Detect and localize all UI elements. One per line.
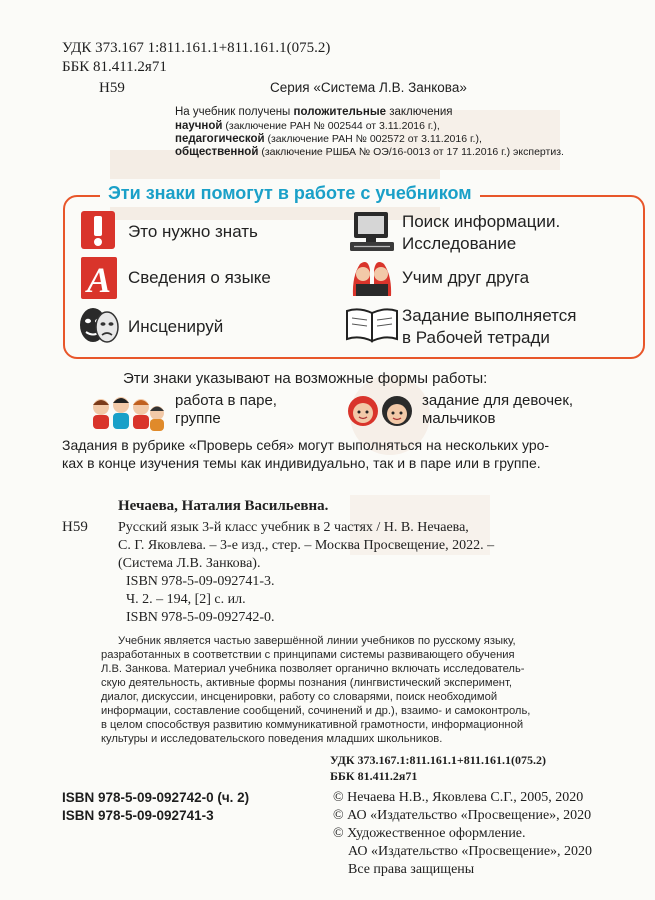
pair-group-icon [87, 393, 167, 438]
pair-work-l1: работа в паре, [175, 392, 277, 409]
annotation-line: в целом способствуя развитию коммуникативной грамотности, информационной [101, 719, 524, 731]
bib-author: Нечаева, Наталия Васильевна. [118, 498, 329, 514]
self-check-note-l2: ках в конце изучения темы как индивидуально, так и в паре или в группе. [62, 455, 541, 471]
annotation-line: Л.В. Занкова. Материал учебника позволяет органично включать исследователь- [101, 663, 525, 675]
letter-a-icon [80, 256, 118, 305]
exclamation-icon [80, 210, 116, 255]
bib-line-5: Ч. 2. – 194, [2] с. ил. [126, 592, 246, 607]
approval-emphasis: педагогической [175, 133, 265, 145]
legend-label-teach-each-other: Учим друг друга [402, 268, 530, 287]
gender-task-l1: задание для девочек, [422, 392, 574, 409]
bib-line-2: С. Г. Яковлева. – 3-е изд., стер. – Москва Просвещение, 2022. – [118, 538, 495, 553]
annotation-line: информации, составление сообщений, сочинений и др.), взаимо- и самоконтроль, [101, 705, 531, 717]
copyright-design: © Художественное оформление. [333, 826, 526, 841]
isbn-general: ISBN 978-5-09-092741-3 [62, 808, 214, 823]
two-faces-icon [350, 256, 394, 303]
annotation-line: скую деятельность, активные формы познания (лингвистический эксперимент, [101, 677, 512, 689]
bib-code: Н59 [62, 519, 88, 535]
approval-text: заключения [386, 106, 453, 118]
bib-line-6: ISBN 978-5-09-092742-0. [126, 610, 275, 625]
copyright-publisher: © АО «Издательство «Просвещение», 2020 [333, 808, 592, 823]
legend-label-workbook-l2: в Рабочей тетради [402, 328, 550, 347]
legend-label-language-facts: Сведения о языке [128, 268, 271, 287]
classification-bbk: ББК 81.411.2я71 [330, 769, 418, 783]
legend-title: Эти знаки помогут в работе с учебником [100, 179, 480, 207]
udk-header: УДК 373.167 1:811.161.1+811.161.1(075.2) [62, 40, 331, 56]
legend-label-workbook-l1: Задание выполняется [402, 306, 577, 325]
approval-emphasis: общественной [175, 146, 259, 158]
legend-label-research-l1: Поиск информации. [402, 212, 561, 231]
annotation-line: культуры и исследовательского поведения младших школьников. [101, 733, 443, 745]
isbn-part-2: ISBN 978-5-09-092742-0 (ч. 2) [62, 790, 250, 805]
approval-line-1 [175, 106, 453, 118]
approval-emphasis: положительные [293, 106, 387, 118]
theatre-masks-icon [78, 305, 120, 350]
series-name: Серия «Система Л.В. Занкова» [270, 80, 467, 95]
approval-emphasis: научной [175, 120, 223, 132]
copyright-design-publisher: АО «Издательство «Просвещение», 2020 [348, 844, 593, 859]
approval-text: (заключение РШБА № ОЭ/16-0013 от 17 11.2016 г.) экспертиз. [258, 146, 564, 158]
approval-line-2 [175, 120, 440, 132]
approval-text: На учебник получены [175, 106, 294, 118]
self-check-note-l1: Задания в рубрике «Проверь себя» могут выполняться на нескольких уро- [62, 437, 550, 453]
girls-boys-icon [346, 393, 416, 434]
legend-label-research-l2: Исследование [402, 234, 517, 253]
bib-line-4: ISBN 978-5-09-092741-3. [126, 574, 275, 589]
open-book-icon [345, 305, 399, 350]
copyright-authors: © Нечаева Н.В., Яковлева С.Г., 2005, 2020 [333, 790, 584, 805]
legend-label-act-out: Инсценируй [128, 317, 224, 336]
annotation-line: разработанных в соответствии с принципами системы развивающего обучения [101, 649, 515, 661]
classification-udk: УДК 373.167.1:811.161.1+811.161.1(075.2) [330, 753, 547, 767]
bbk-header: ББК 81.411.2я71 [62, 59, 167, 75]
bib-line-3: (Система Л.В. Занкова). [118, 556, 261, 571]
approval-line-4 [175, 146, 564, 158]
annotation-line: диалог, дискуссии, инсценировки, работу со словарями, поиск необходимой [101, 691, 498, 703]
computer-icon [348, 210, 396, 259]
bib-line-1: Русский язык 3-й класс учебник в 2 частях / Н. В. Нечаева, [118, 520, 469, 535]
approval-text: (заключение РАН № 002572 от 3.11.2016 г.), [264, 133, 482, 145]
annotation-line: Учебник является частью завершённой линии учебников по русскому языку, [118, 635, 516, 647]
work-forms-intro: Эти знаки указывают на возможные формы работы: [123, 370, 488, 387]
pair-work-l2: группе [175, 410, 221, 427]
approval-line-3 [175, 133, 482, 145]
all-rights-reserved: Все права защищены [348, 862, 475, 877]
svg-text:A: A [86, 260, 112, 300]
legend-label-must-know: Это нужно знать [128, 222, 258, 241]
gender-task-l2: мальчиков [422, 410, 496, 427]
catalog-code: Н59 [99, 80, 125, 96]
approval-text: (заключение РАН № 002544 от 3.11.2016 г.), [222, 120, 440, 132]
